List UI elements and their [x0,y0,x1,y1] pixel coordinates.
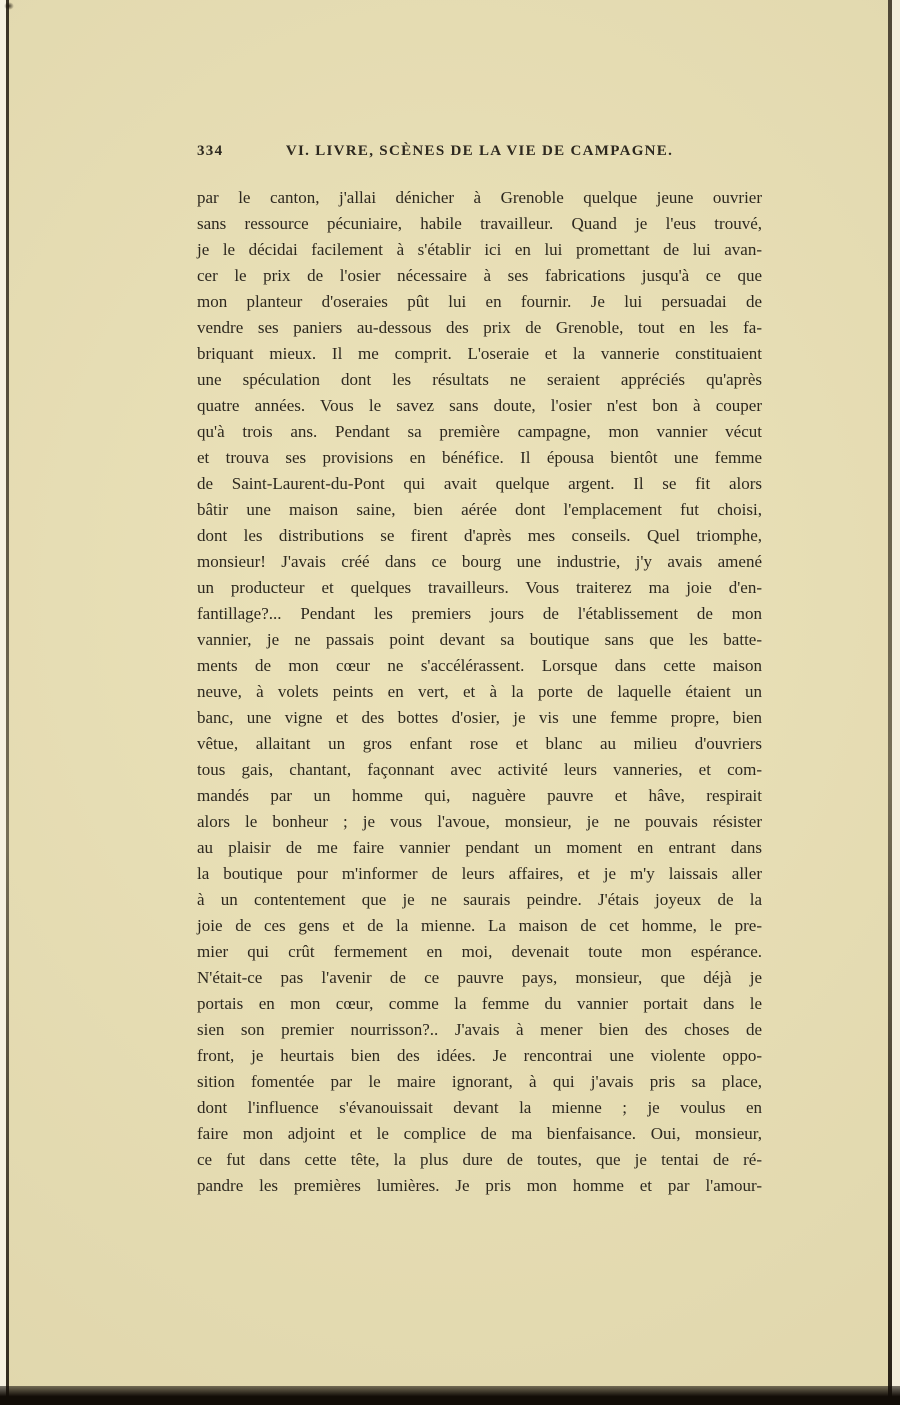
text-line: mon planteur d'oseraies pût lui en fournir. Je lui persuadai de [197,292,762,311]
text-line: front, je heurtais bien des idées. Je rencontrai une violente oppo- [197,1046,762,1065]
text-line: par le canton, j'allai dénicher à Grenoble quelque jeune ouvrier [197,188,762,207]
text-line: quatre années. Vous le savez sans doute, l'osier n'est bon à couper [197,396,762,415]
text-line: sans ressource pécuniaire, habile travailleur. Quand je l'eus trouvé, [197,214,762,233]
text-block [197,143,762,1199]
text-line: joie de ces gens et de la mienne. La maison de cet homme, le pre- [197,916,762,935]
text-line: tous gais, chantant, façonnant avec activité leurs vanneries, et com- [197,760,762,779]
text-line: banc, une vigne et des bottes d'osier, je vis une femme propre, bien [197,708,762,727]
scan-edge-left [6,0,9,1405]
text-line: bâtir une maison saine, bien aérée dont l'emplacement fut choisi, [197,500,762,519]
text-line: ments de mon cœur ne s'accélérassent. Lorsque dans cette maison [197,656,762,675]
text-line: dont l'influence s'évanouissait devant la mienne ; je voulus en [197,1098,762,1117]
text-line: sien son premier nourrisson?.. J'avais à mener bien des choses de [197,1020,762,1039]
page-number: 334 [197,143,224,159]
text-line: de Saint-Laurent-du-Pont qui avait quelque argent. Il se fit alors [197,474,762,493]
text-line: qu'à trois ans. Pendant sa première campagne, mon vannier vécut [197,422,762,441]
text-line: alors le bonheur ; je vous l'avoue, monsieur, je ne pouvais résister [197,812,762,831]
text-line: vannier, je ne passais point devant sa boutique sans que les batte- [197,630,762,649]
text-line: ce fut dans cette tête, la plus dure de toutes, que je tentai de ré- [197,1150,762,1169]
text-line: au plaisir de me faire vannier pendant un moment en entrant dans [197,838,762,857]
scan-edge-bottom [0,1386,900,1405]
text-line: une spéculation dont les résultats ne seraient appréciés qu'après [197,370,762,389]
text-line: briquant mieux. Il me comprit. L'oseraie et la vannerie constituaient [197,344,762,363]
text-line: mier qui crût fermement en moi, devenait toute mon espérance. [197,942,762,961]
text-line: un producteur et quelques travailleurs. Vous traiterez ma joie d'en- [197,578,762,597]
text-line: et trouva ses provisions en bénéfice. Il épousa bientôt une femme [197,448,762,467]
text-line: mandés par un homme qui, naguère pauvre et hâve, respirait [197,786,762,805]
text-line: je le décidai facilement à s'établir ici en lui promettant de lui avan- [197,240,762,259]
text-line: portais en mon cœur, comme la femme du vannier portait dans le [197,994,762,1013]
text-line: la boutique pour m'informer de leurs affaires, et je m'y laissais aller [197,864,762,883]
text-line: cer le prix de l'osier nécessaire à ses fabrications jusqu'à ce que [197,266,762,285]
scan-corner-smudge [4,2,14,10]
scan-margin-right [892,0,900,1405]
text-line: fantillage?... Pendant les premiers jours de l'établissement de mon [197,604,762,623]
text-line: sition fomentée par le maire ignorant, à qui j'avais pris sa place, [197,1072,762,1091]
text-line: monsieur! J'avais créé dans ce bourg une industrie, j'y avais amené [197,552,762,571]
text-line: vêtue, allaitant un gros enfant rose et blanc au milieu d'ouvriers [197,734,762,753]
page-body [197,185,762,1199]
running-header [197,143,762,169]
text-line: faire mon adjoint et le complice de ma bienfaisance. Oui, monsieur, [197,1124,762,1143]
text-line: dont les distributions se firent d'après mes conseils. Quel triomphe, [197,526,762,545]
text-line: neuve, à volets peints en vert, et à la porte de laquelle étaient un [197,682,762,701]
text-line: N'était-ce pas l'avenir de ce pauvre pays, monsieur, que déjà je [197,968,762,987]
text-line: pandre les premières lumières. Je pris mon homme et par l'amour- [197,1176,762,1195]
text-line: à un contentement que je ne saurais peindre. J'étais joyeux de la [197,890,762,909]
text-line: vendre ses paniers au-dessous des prix de Grenoble, tout en les fa- [197,318,762,337]
running-header-title: VI. LIVRE, SCÈNES DE LA VIE DE CAMPAGNE. [285,143,674,159]
